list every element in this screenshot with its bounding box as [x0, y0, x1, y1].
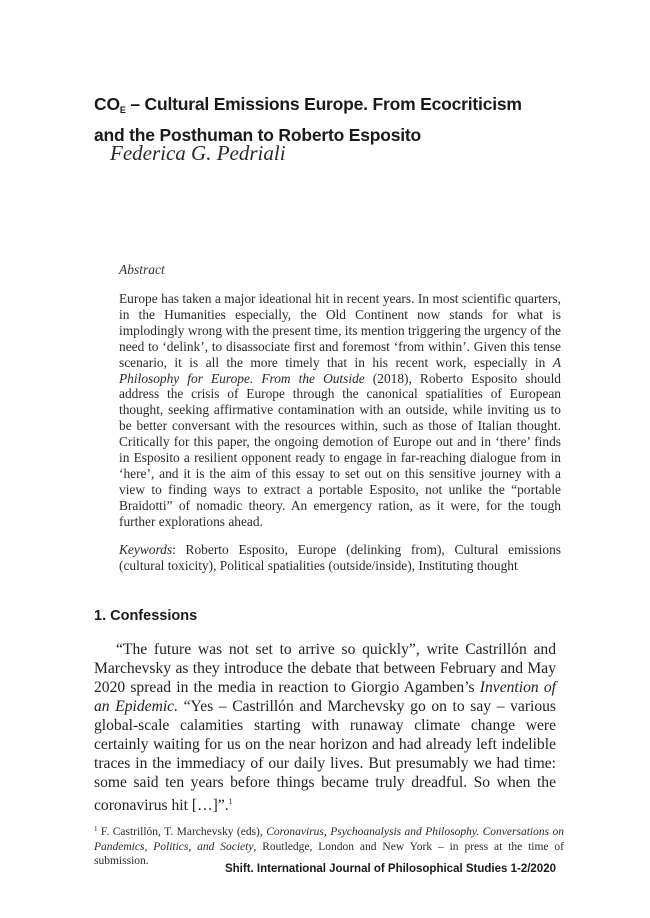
journal-footer: Shift. International Journal of Philosophical Studies 1-2/2020 — [224, 863, 556, 875]
title-line1-rest: – Cultural Emissions Europe. From Ecocriticism — [125, 94, 522, 114]
keywords-label: Keywords — [119, 542, 173, 557]
section-heading: 1. Confessions — [94, 608, 198, 624]
abstract-label: Abstract — [119, 262, 165, 277]
title-prefix: CO — [94, 94, 120, 114]
footnote — [94, 822, 564, 869]
body-book-title: Invention of an Epidemic. — [94, 679, 556, 715]
body-text-part2: “Yes – Castrillón and Marchevsky go on to say – various global-scale calamities starting with runaway climate change were certainly waiting for us on the near horizon and had already left indelible traces in the immediacy of our daily lives. But presumably we had time: some said ten years before things became truly dreadful. So when the coronavirus hit […]”. — [94, 698, 557, 814]
footnote-reference[interactable]: 1 — [228, 797, 233, 806]
footnote-text-part1: F. Castrillón, T. Marchevsky (eds), — [97, 826, 267, 838]
abstract-text-part1: Europe has taken a major ideational hit in recent years. In most scientific quarters, in the Humanities especially, the Old Continent now stands for what is implodingly wrong with the present time, its mention triggering the urgency of the need to ‘delink’, to disassociate first and foremost ‘from within’. Given this tense scenario, it is all the more timely that in his recent work, especially in — [119, 291, 561, 370]
body-text-part1: “The future was not set to arrive so quickly”, write Castrillón and Marchevsky as they introduce the debate that between February and May 2020 spread in the media in reaction to Giorgio Agamben’s — [94, 641, 556, 696]
title-line2: and the Posthuman to Roberto Esposito — [94, 125, 422, 145]
abstract-book-title: A Philosophy for Europe. From the Outside — [119, 354, 561, 386]
footnote-text-part2: , Routledge, London and New York – in press at the time of submission. — [94, 840, 564, 867]
body-paragraph — [94, 640, 556, 815]
keywords — [119, 542, 561, 574]
abstract-text-part2: (2018), Roberto Esposito should address the crisis of Europe through the canonical spatialities of European thought, seeking affirmative contamination with an outside, while inviting us to be better conversant with the resources within, such as those of Italian thought. Critically for this paper, the ongoing demotion of Europe out and in ‘there’ finds in Esposito a resilient opponent ready to engage in far-reaching dialogue from in ‘here’, and it is the aim of this essay to set out on this sensitive journey with a view to finding ways to extract a portable Esposito, not unlike the “portable Braidotti” of nomadic theory. An emergency ration, as it were, for the tough further explorations ahead. — [119, 370, 562, 529]
author-name: Federica G. Pedriali — [110, 141, 286, 165]
footnote-number: 1 — [94, 825, 98, 833]
footnote-book-title: Coronavirus, Psychoanalysis and Philosophy. Conversations on Pandemics, Politics, and Society — [94, 826, 564, 853]
title-subscript: E — [119, 105, 126, 115]
article-title — [94, 92, 594, 148]
keywords-text: : Roberto Esposito, Europe (delinking from), Cultural emissions (cultural toxicity), Political spatialities (outside/inside), Instituting thought — [119, 542, 561, 573]
abstract-text — [119, 291, 561, 530]
